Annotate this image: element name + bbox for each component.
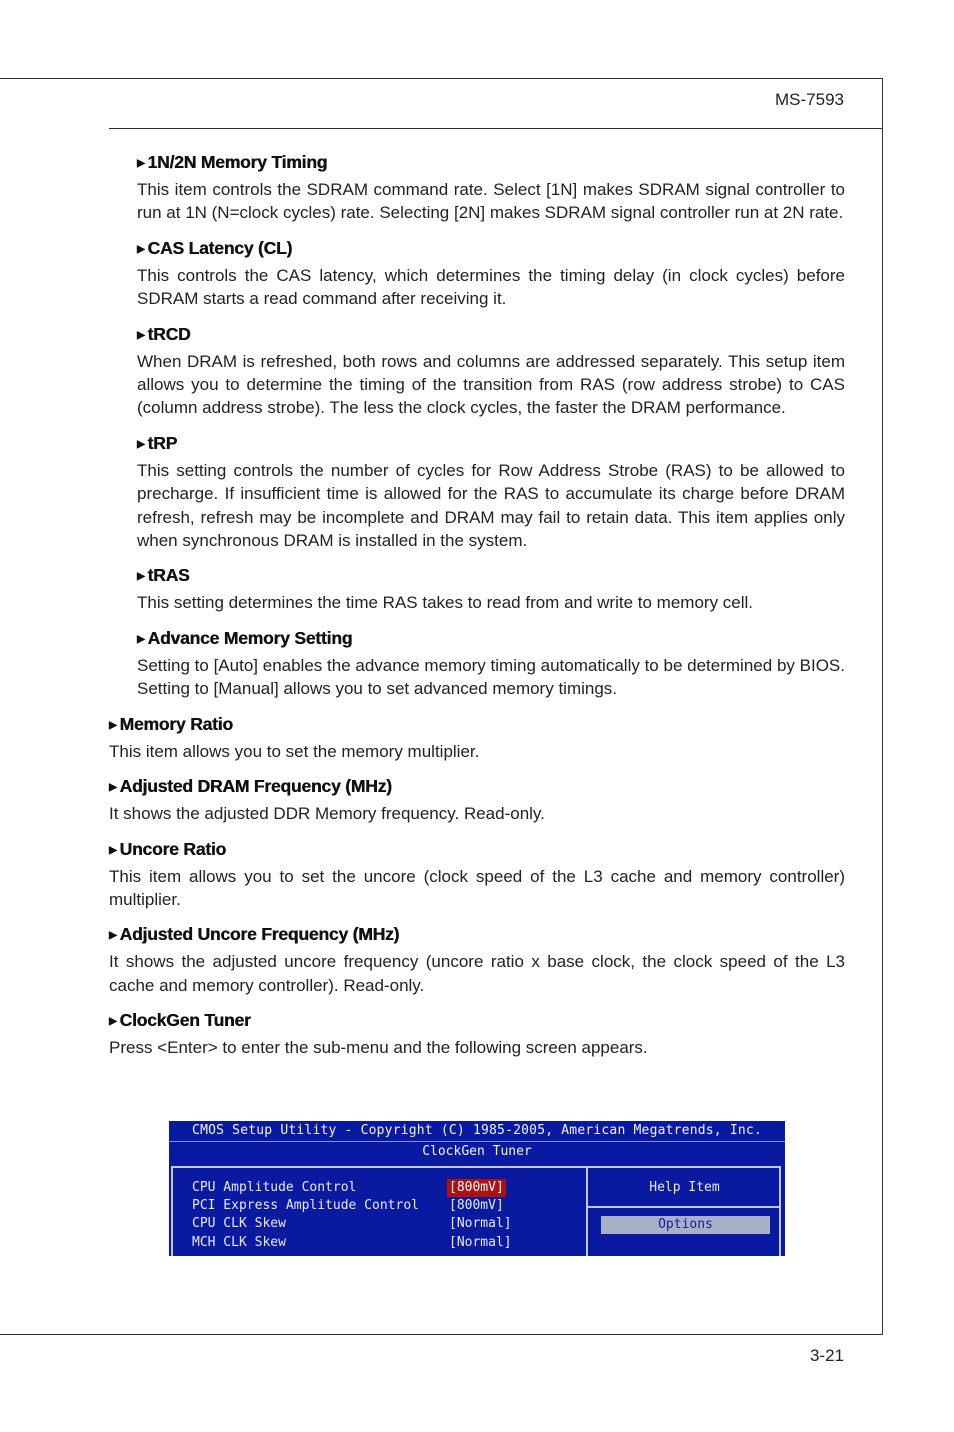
- triangle-bullet-icon: ▶: [137, 329, 145, 341]
- entry-title: ▶ Adjusted Uncore Frequency (MHz): [109, 922, 845, 948]
- header-rule: [109, 128, 883, 129]
- entry-title: ▶ 1N/2N Memory Timing: [137, 150, 845, 176]
- entry-description: This item allows you to set the uncore (clock speed of the L3 cache and memory controller) multiplier.: [109, 866, 845, 909]
- entry-trcd: [137, 322, 845, 420]
- entry-cas-latency: [137, 236, 845, 311]
- triangle-bullet-icon: ▶: [137, 571, 145, 583]
- entry-title: ▶ tRP: [137, 431, 845, 457]
- triangle-bullet-icon: ▶: [109, 782, 117, 794]
- triangle-bullet-icon: ▶: [109, 1016, 117, 1028]
- triangle-bullet-icon: ▶: [137, 633, 145, 645]
- top-rule: [0, 78, 883, 79]
- bios-help-options: Options: [601, 1216, 770, 1234]
- entry-advance-memory-setting: [137, 626, 845, 701]
- bios-title-bar: CMOS Setup Utility - Copyright (C) 1985-2005, American Megatrends, Inc.: [169, 1121, 785, 1141]
- entry-description: It shows the adjusted uncore frequency (uncore ratio x base clock, the clock speed of the L3 cache and memory controller). Read-only.: [109, 952, 845, 995]
- entry-description: This controls the CAS latency, which determines the timing delay (in clock cycles) before SDRAM starts a read command after receiving it.: [137, 265, 845, 309]
- bios-screenshot: [169, 1121, 785, 1256]
- bios-row-value[interactable]: [Normal]: [449, 1216, 512, 1231]
- triangle-bullet-icon: ▶: [137, 243, 145, 255]
- bios-row-label[interactable]: PCI Express Amplitude Control: [192, 1198, 419, 1213]
- entry-1n2n-memory-timing: [137, 150, 845, 225]
- entry-adjusted-uncore-frequency: [109, 922, 845, 997]
- entry-description: This item allows you to set the memory multiplier.: [109, 741, 480, 761]
- bios-row-value[interactable]: [800mV]: [449, 1180, 504, 1195]
- bios-row-value[interactable]: [800mV]: [449, 1198, 504, 1213]
- entry-title: ▶ Uncore Ratio: [109, 837, 845, 863]
- content-area: [109, 150, 845, 1071]
- bios-menu-title: ClockGen Tuner: [169, 1141, 785, 1162]
- entry-adjusted-dram-frequency: [109, 774, 845, 825]
- entry-title: ▶ CAS Latency (CL): [137, 236, 845, 262]
- entry-description: This item controls the SDRAM command rate. Select [1N] makes SDRAM signal controller to run at 1N (N=clock cycles) rate. Selecting [2N] makes SDRAM signal controller run at 2N rate.: [137, 180, 845, 223]
- entry-memory-ratio: [109, 712, 845, 763]
- entry-description: It shows the adjusted DDR Memory frequency. Read-only.: [109, 804, 545, 824]
- triangle-bullet-icon: ▶: [109, 844, 117, 856]
- triangle-bullet-icon: ▶: [109, 719, 117, 731]
- entry-description: Press <Enter> to enter the sub-menu and the following screen appears.: [109, 1038, 648, 1058]
- entry-description: Setting to [Auto] enables the advance memory timing automatically to be determined by BIOS. Setting to [Manual] allows you to set advanced memory timings.: [137, 655, 845, 699]
- entry-title: ▶ tRCD: [137, 322, 845, 348]
- bios-row-label[interactable]: MCH CLK Skew: [192, 1235, 286, 1250]
- entry-title: ▶ Memory Ratio: [109, 712, 845, 738]
- bottom-rule: [0, 1334, 883, 1335]
- bios-help-title: Help Item: [649, 1180, 720, 1195]
- entry-trp: [137, 431, 845, 553]
- entry-title: ▶ Adjusted DRAM Frequency (MHz): [109, 774, 845, 800]
- triangle-bullet-icon: ▶: [109, 930, 117, 942]
- triangle-bullet-icon: ▶: [137, 158, 145, 169]
- bios-row-label[interactable]: CPU CLK Skew: [192, 1216, 286, 1231]
- bios-row-value[interactable]: [Normal]: [449, 1235, 512, 1250]
- right-margin-rule: [882, 78, 883, 1334]
- bios-help-divider: [588, 1206, 781, 1208]
- entry-title: ▶ Advance Memory Setting: [137, 626, 845, 652]
- entry-title: ▶ ClockGen Tuner: [109, 1008, 845, 1034]
- triangle-bullet-icon: ▶: [137, 438, 145, 450]
- bios-row-label[interactable]: CPU Amplitude Control: [192, 1180, 357, 1195]
- entry-uncore-ratio: [109, 837, 845, 912]
- entry-description: This setting determines the time RAS takes to read from and write to memory cell.: [137, 593, 754, 613]
- entry-description: This setting controls the number of cycles for Row Address Strobe (RAS) to be allowed to precharge. If insufficient time is allowed for the RAS to accumulate its charge before DRAM refresh, refresh may be incomplete and DRAM may fail to retain data. This item applies only when synchronous DRAM is installed in the system.: [137, 460, 845, 551]
- entry-title: ▶ tRAS: [137, 563, 845, 589]
- entry-tras: [137, 563, 845, 614]
- page-number: 3-21: [809, 1346, 844, 1365]
- entry-description: When DRAM is refreshed, both rows and columns are addressed separately. This setup item allows you to determine the timing of the transition from RAS (row address strobe) to CAS (column address strobe). The less the clock cycles, the faster the DRAM performance.: [137, 351, 845, 418]
- entry-clockgen-tuner: [109, 1008, 845, 1059]
- model-number: MS-7593: [775, 90, 844, 109]
